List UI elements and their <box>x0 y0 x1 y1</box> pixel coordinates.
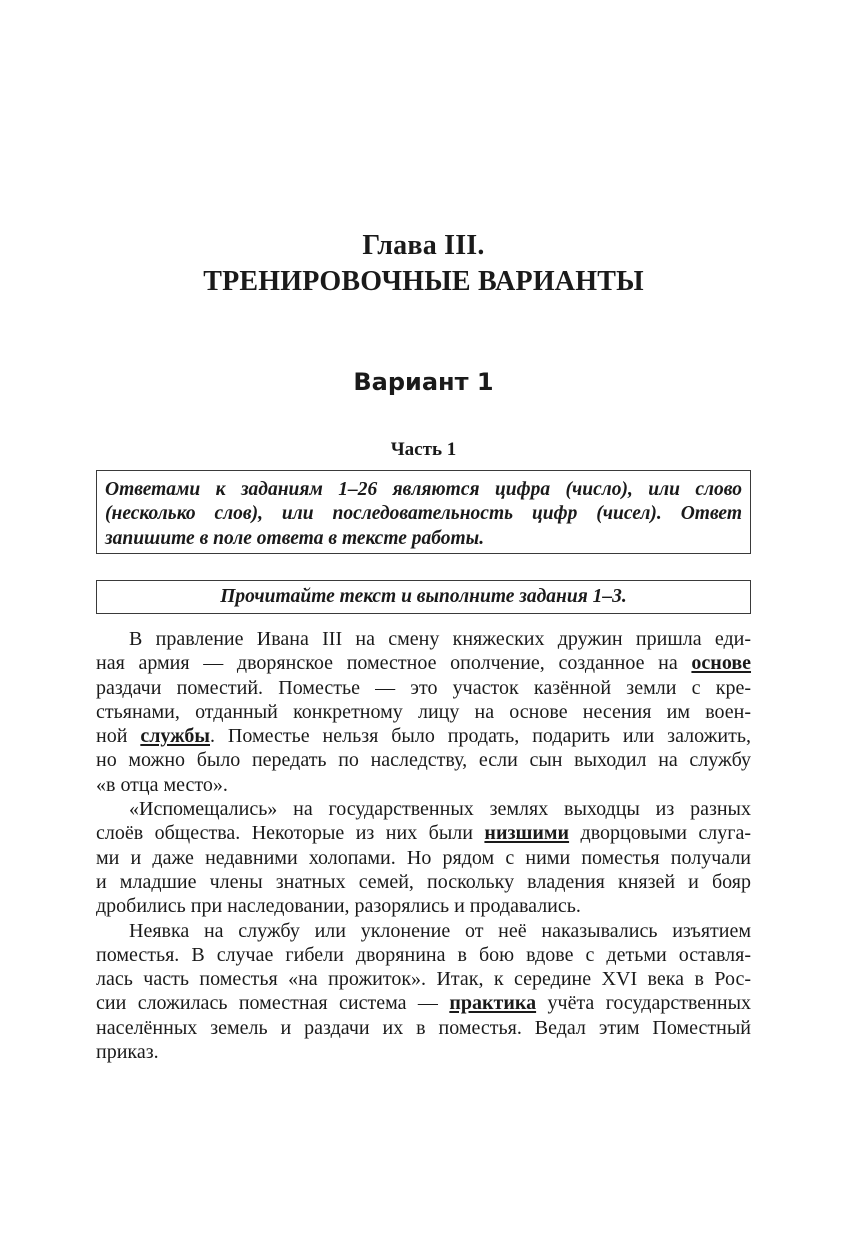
text-line: стьянами, отданный конкретному лицу на основе несения им воен- <box>96 700 751 723</box>
chapter-name: ТРЕНИРОВОЧНЫЕ ВАРИАНТЫ <box>203 266 644 297</box>
text-line: поместья. В случае гибели дворянина в бою вдове с детьми оставля- <box>96 943 751 966</box>
text-line: ная армия — дворянское поместное ополчение, созданное на основе <box>96 652 752 675</box>
reading-text <box>96 627 751 1064</box>
text-line: ной службы. Поместье нельзя было продать, подарить или заложить, <box>96 725 751 748</box>
text-line: ми и даже недавними холопами. Но рядом с ними поместья получали <box>96 846 751 869</box>
text-line: приказ. <box>96 1041 159 1064</box>
highlighted-word: практика <box>449 992 537 1015</box>
highlighted-word: низшими <box>484 822 570 845</box>
text-line: Неявка на службу или уклонение от неё наказывались изъятием <box>129 919 751 942</box>
variant-title: Вариант 1 <box>353 368 494 396</box>
text-line: но можно было передать по наследству, если сын выходил на службу <box>96 749 751 772</box>
text-line: сии сложилась поместная система — практика учёта государственных <box>96 992 752 1015</box>
text-line: слоёв общества. Некоторые из них были низшими дворцовыми слуга- <box>96 822 752 845</box>
text-line: лась часть поместья «на прожиток». Итак, к середине XVI века в Рос- <box>96 968 751 991</box>
text-line: и младшие члены знатных семей, поскольку владения князей и бояр <box>96 870 751 893</box>
text-line: населённых земель и раздачи их в поместья. Ведал этим Поместный <box>96 1016 751 1039</box>
chapter-number: Глава III. <box>362 230 485 261</box>
instruction-line: запишите в поле ответа в тексте работы. <box>105 527 485 549</box>
part-title: Часть 1 <box>390 439 457 460</box>
instruction-box <box>96 470 751 554</box>
task-box <box>96 580 751 614</box>
text-line: «в отца место». <box>96 773 228 796</box>
instruction-line: (несколько слов), или последовательность цифр (чисел). Ответ <box>105 503 742 525</box>
text-line: раздачи поместий. Поместье — это участок казённой земли с кре- <box>96 676 751 699</box>
highlighted-word: службы <box>140 725 211 748</box>
instruction-line: Ответами к заданиям 1–26 являются цифра (число), или слово <box>105 479 742 500</box>
highlighted-word: основе <box>691 652 752 675</box>
text-line: В правление Ивана III на смену княжеских дружин пришла еди- <box>129 628 751 650</box>
task-text: Прочитайте текст и выполните задания 1–3. <box>220 586 627 607</box>
text-line: «Испомещались» на государственных землях выходцы из разных <box>129 798 751 821</box>
text-line: дробились при наследовании, разорялись и продавались. <box>96 895 581 918</box>
chapter-title <box>96 228 751 300</box>
